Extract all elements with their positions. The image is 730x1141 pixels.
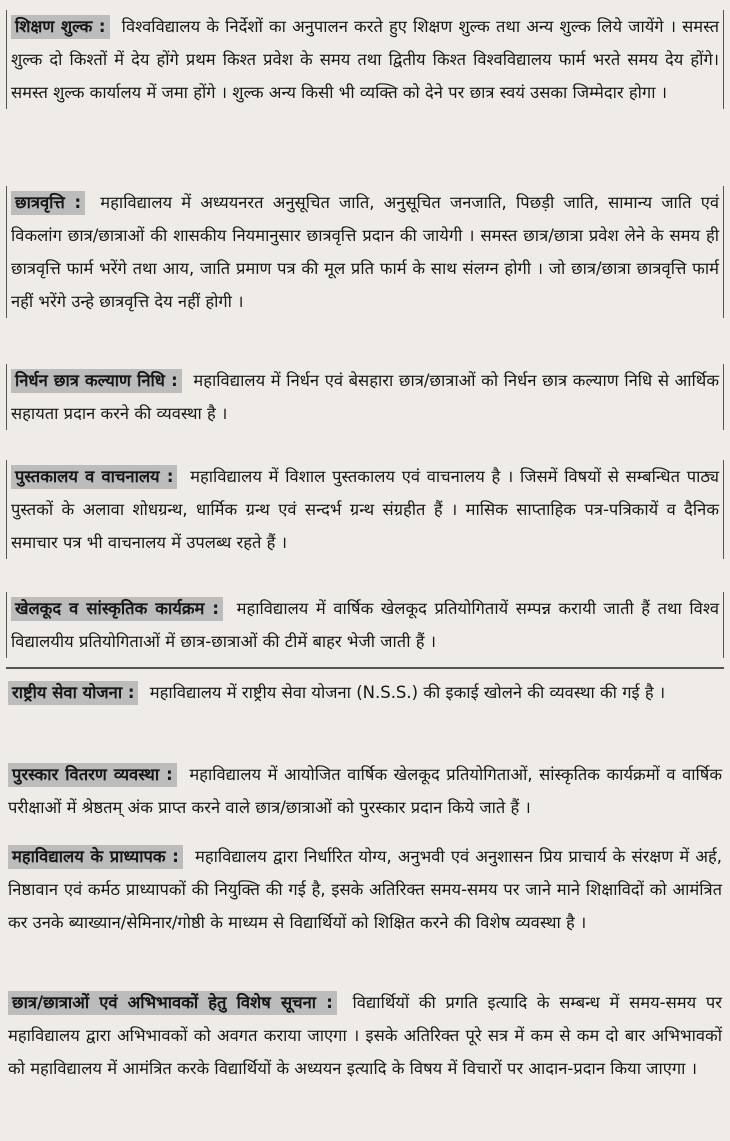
section-divider [6,667,724,669]
section-heading: महाविद्यालय के प्राध्यापक : [8,845,183,869]
section-heading: निर्धन छात्र कल्याण निधि : [11,369,182,393]
section-heading: पुरस्कार वितरण व्यवस्था : [8,763,177,787]
section-prize-distribution [8,758,722,824]
section-parents-notice [8,986,722,1085]
section-heading: शिक्षण शुल्क : [11,15,110,39]
section-text: विद्यार्थियों की प्रगति इत्यादि के सम्बन्ध में समय-समय पर महाविद्यालय द्वारा अभिभावकों को अवगत कराया जाएगा । इसके अतिरिक्त पूरे सत्र में कम से कम दो बार अभिभावकों को महाविद्यालय में आमंत्रित करके विद्यार्थियों के अध्ययन इत्यादि के विषय में विचारों पर आदान-प्रदान किया जाएगा । [8,993,722,1078]
section-heading: पुस्तकालय व वाचनालय : [11,465,177,489]
section-tuition-fee [6,10,724,109]
section-poor-student-welfare-fund [6,364,724,430]
section-heading: छात्रवृत्ति : [11,191,85,215]
section-heading: छात्र/छात्राओं एवं अभिभावकों हेतु विशेष सूचना : [8,991,337,1015]
section-nss [8,676,722,709]
section-library-reading-room [6,460,724,559]
section-text: महाविद्यालय में निर्धन एवं बेसहारा छात्र/छात्राओं को निर्धन छात्र कल्याण निधि से आर्थिक सहायता प्रदान करने की व्यवस्था है । [11,371,720,423]
section-text: महाविद्यालय में वार्षिक खेलकूद प्रतियोगितायें सम्पन्न करायी जाती हैं तथा विश्व विद्यालयीय प्रतियोगिताओं में छात्र-छात्राओं की टीमें बाहर भेजी जाती हैं । [11,599,720,651]
section-text: महाविद्यालय द्वारा निर्धारित योग्य, अनुभवी एवं अनुशासन प्रिय प्राचार्य के संरक्षण में अर्ह, निष्ठावान एवं कर्मठ प्राध्यापकों की नियुक्ति की गई है, इसके अतिरिक्त समय-समय पर जाने माने शिक्षाविदों को आमंत्रित कर उनके ब्याख्यान/सेमिनार/गोष्ठी के माध्यम से विद्यार्थियों को शिक्षित करने की विशेष व्यवस्था है । [8,847,722,932]
section-text: महाविद्यालय में राष्ट्रीय सेवा योजना (N.S.S.) की इकाई खोलने की व्यवस्था की गई है । [149,683,666,702]
section-sports-cultural [6,592,724,658]
section-scholarship [6,186,724,318]
section-text: महाविद्यालय में विशाल पुस्तकालय एवं वाचनालय है । जिसमें विषयों से सम्बन्धित पाठ्य पुस्तकों के अलावा शोधग्रन्थ, धार्मिक ग्रन्थ एवं सन्दर्भ ग्रन्थ संग्रहीत हैं । मासिक साप्ताहिक पत्र-पत्रिकायें व दैनिक समाचार पत्र भी वाचनालय में उपलब्ध रहते हैं । [11,467,719,552]
section-text: महाविद्यालय में आयोजित वार्षिक खेलकूद प्रतियोगिताओं, सांस्कृतिक कार्यक्रमों व वार्षिक परीक्षाओं में श्रेष्ठतम् अंक प्राप्त करने वाले छात्र/छात्राओं को पुरस्कार प्रदान किये जाते हैं । [8,765,723,817]
section-faculty [8,840,722,939]
section-text: महाविद्यालय में अध्ययनरत अनुसूचित जाति, अनुसूचित जनजाति, पिछड़ी जाति, सामान्य जाति एवं विकलांग छात्र/छात्राओं की शासकीय नियमानुसार छात्रवृत्ति प्रदान की जायेगी । समस्त छात्र/छात्रा प्रवेश लेने के समय ही छात्रवृत्ति फार्म भरेंगे तथा आय, जाति प्रमाण पत्र की मूल प्रति फार्म के साथ संलग्न होगी । जो छात्र/छात्रा छात्रवृत्ति फार्म नहीं भरेंगे उन्हे छात्रवृत्ति देय नहीं होगी । [11,193,720,311]
section-text: विश्वविद्यालय के निर्देशों का अनुपालन करते हुए शिक्षण शुल्क तथा अन्य शुल्क लिये जायेंगे । समस्त शुल्क दो किश्तों में देय होंगे प्रथम किश्त प्रवेश के समय तथा द्वितीय किश्त विश्वविद्यालय फार्म भरते समय देय होंगे। समस्त शुल्क कार्यालय में जमा होंगे । शुल्क अन्य किसी भी व्यक्ति को देने पर छात्र स्वयं उसका जिम्मेदार होगा । [11,17,719,102]
section-heading: राष्ट्रीय सेवा योजना : [8,681,138,705]
section-heading: खेलकूद व सांस्कृतिक कार्यक्रम : [11,597,223,621]
